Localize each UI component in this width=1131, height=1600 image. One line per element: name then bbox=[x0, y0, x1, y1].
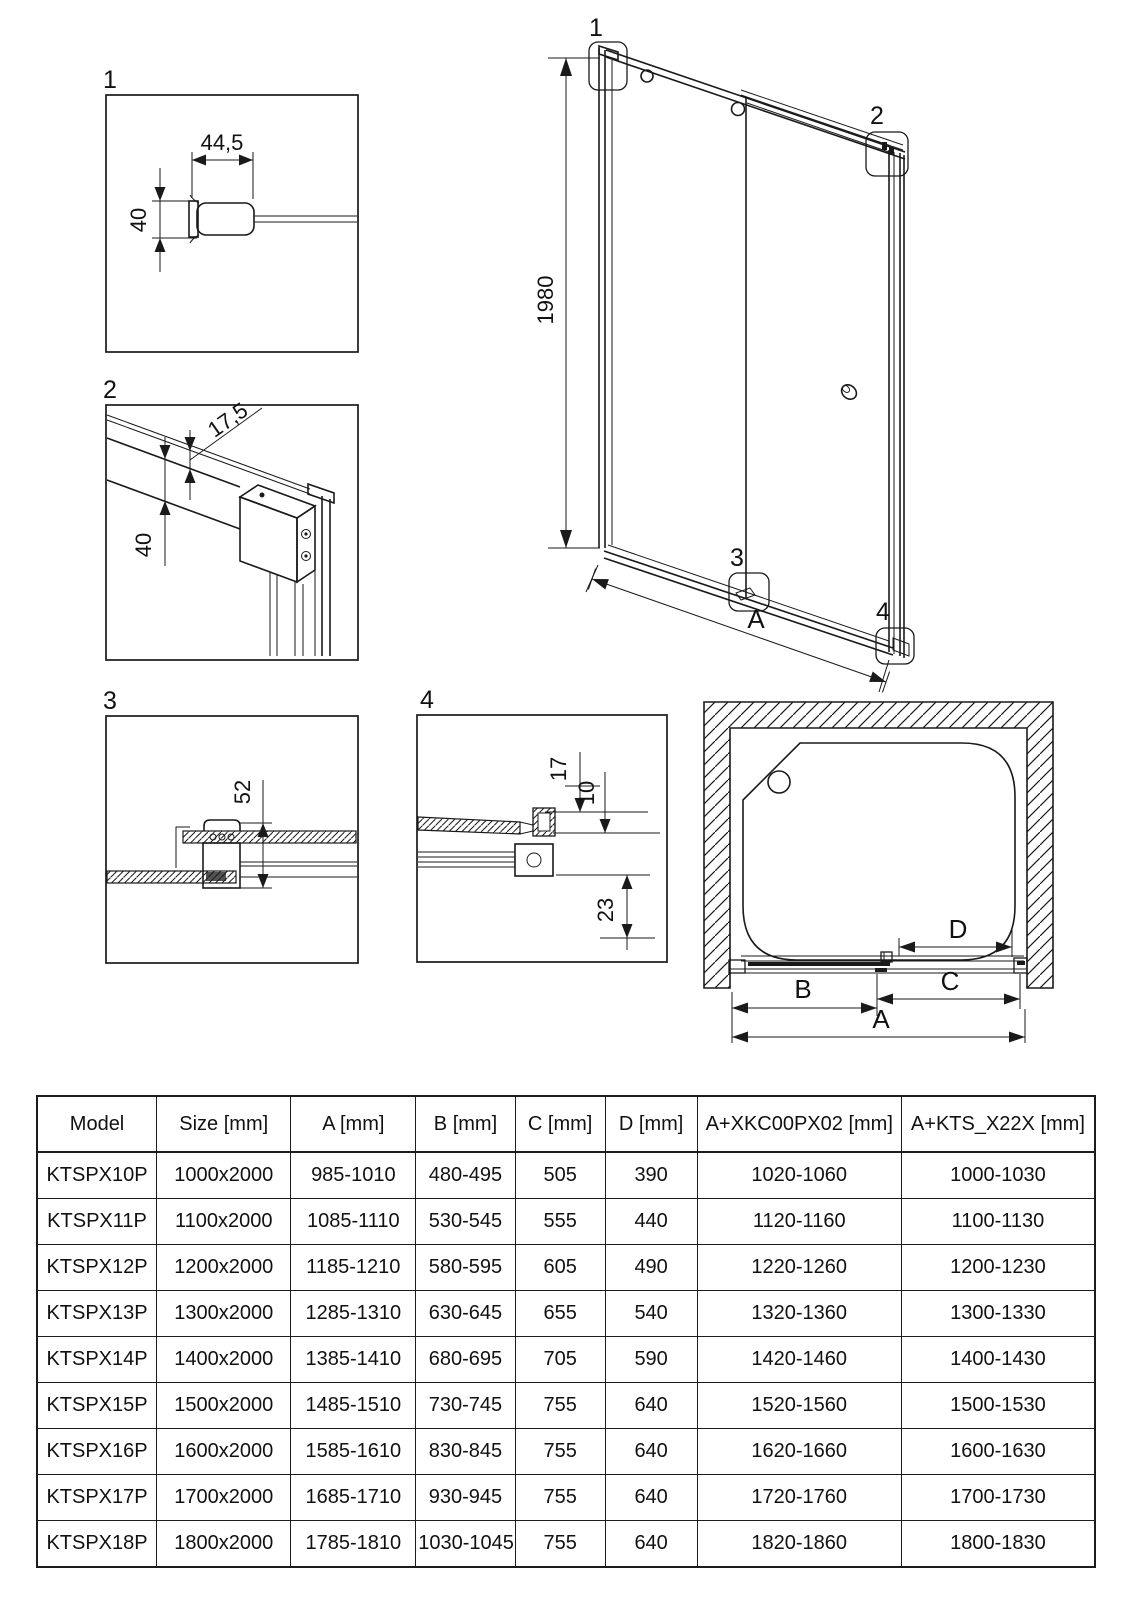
detail-2-dim-height: 40 bbox=[131, 532, 156, 558]
table-cell: 1285-1310 bbox=[291, 1291, 416, 1337]
table-cell: 1320-1360 bbox=[697, 1291, 901, 1337]
detail-3-drawing bbox=[103, 687, 358, 963]
table-cell: 1400-1430 bbox=[901, 1337, 1095, 1383]
table-cell: 755 bbox=[515, 1383, 605, 1429]
detail-1-drawing bbox=[103, 66, 358, 352]
table-cell: 590 bbox=[605, 1337, 697, 1383]
column-header: Size [mm] bbox=[157, 1096, 291, 1152]
table-cell: 1300x2000 bbox=[157, 1291, 291, 1337]
table-cell: 1485-1510 bbox=[291, 1383, 416, 1429]
table-cell: 530-545 bbox=[416, 1199, 515, 1245]
table-cell: 580-595 bbox=[416, 1245, 515, 1291]
table-cell: 1585-1610 bbox=[291, 1429, 416, 1475]
table-cell: KTSPX17P bbox=[37, 1475, 157, 1521]
table-cell: 1100x2000 bbox=[157, 1199, 291, 1245]
table-cell: 1120-1160 bbox=[697, 1199, 901, 1245]
table-cell: 1720-1760 bbox=[697, 1475, 901, 1521]
elevation-callout-1-label: 1 bbox=[589, 14, 603, 42]
elevation-callout-4-label: 4 bbox=[876, 598, 890, 626]
table-cell: 1600-1630 bbox=[901, 1429, 1095, 1475]
spec-table bbox=[36, 1095, 1096, 1568]
table-cell: 680-695 bbox=[416, 1337, 515, 1383]
table-cell: 1020-1060 bbox=[697, 1152, 901, 1199]
column-header: D [mm] bbox=[605, 1096, 697, 1152]
elevation-dim-width: A bbox=[747, 604, 765, 634]
table-row bbox=[37, 1475, 1095, 1521]
table-cell: 755 bbox=[515, 1521, 605, 1568]
table-cell: 1300-1330 bbox=[901, 1291, 1095, 1337]
table-cell: 1785-1810 bbox=[291, 1521, 416, 1568]
detail-1-label: 1 bbox=[103, 66, 117, 94]
table-cell: 505 bbox=[515, 1152, 605, 1199]
table-cell: KTSPX13P bbox=[37, 1291, 157, 1337]
table-cell: 555 bbox=[515, 1199, 605, 1245]
column-header: C [mm] bbox=[515, 1096, 605, 1152]
table-cell: KTSPX10P bbox=[37, 1152, 157, 1199]
elevation-callout-2-label: 2 bbox=[870, 102, 884, 130]
detail-4-label: 4 bbox=[420, 686, 434, 714]
plan-dim-b: B bbox=[794, 974, 812, 1004]
table-cell: 1200x2000 bbox=[157, 1245, 291, 1291]
column-header: A [mm] bbox=[291, 1096, 416, 1152]
table-cell: 480-495 bbox=[416, 1152, 515, 1199]
detail-4-dim-top: 17 bbox=[546, 756, 571, 782]
table-cell: KTSPX18P bbox=[37, 1521, 157, 1568]
detail-4-drawing bbox=[417, 686, 667, 962]
table-row bbox=[37, 1429, 1095, 1475]
column-header: Model bbox=[37, 1096, 157, 1152]
table-cell: 630-645 bbox=[416, 1291, 515, 1337]
column-header: A+KTS_X22X [mm] bbox=[901, 1096, 1095, 1152]
table-cell: 390 bbox=[605, 1152, 697, 1199]
table-cell: 1400x2000 bbox=[157, 1337, 291, 1383]
table-cell: KTSPX16P bbox=[37, 1429, 157, 1475]
table-cell: 640 bbox=[605, 1521, 697, 1568]
table-cell: KTSPX15P bbox=[37, 1383, 157, 1429]
detail-3-dim-height: 52 bbox=[230, 779, 255, 805]
elevation-callout-3-label: 3 bbox=[730, 544, 744, 572]
table-cell: 640 bbox=[605, 1383, 697, 1429]
table-cell: 655 bbox=[515, 1291, 605, 1337]
plan-dim-a: A bbox=[872, 1004, 890, 1034]
elevation-dim-height: 1980 bbox=[533, 275, 558, 325]
table-cell: 1620-1660 bbox=[697, 1429, 901, 1475]
table-cell: 1685-1710 bbox=[291, 1475, 416, 1521]
table-cell: 1500x2000 bbox=[157, 1383, 291, 1429]
table-cell: 1200-1230 bbox=[901, 1245, 1095, 1291]
detail-2-dim-offset: 17,5 bbox=[202, 397, 253, 443]
table-cell: 1000x2000 bbox=[157, 1152, 291, 1199]
column-header: B [mm] bbox=[416, 1096, 515, 1152]
table-cell: 1085-1110 bbox=[291, 1199, 416, 1245]
table-cell: 755 bbox=[515, 1429, 605, 1475]
table-cell: 1100-1130 bbox=[901, 1199, 1095, 1245]
table-row bbox=[37, 1337, 1095, 1383]
table-cell: 1185-1210 bbox=[291, 1245, 416, 1291]
table-cell: 705 bbox=[515, 1337, 605, 1383]
spec-table-head-row bbox=[37, 1096, 1095, 1152]
table-cell: 440 bbox=[605, 1199, 697, 1245]
table-cell: 1000-1030 bbox=[901, 1152, 1095, 1199]
table-cell: 730-745 bbox=[416, 1383, 515, 1429]
table-cell: 1820-1860 bbox=[697, 1521, 901, 1568]
plan-view-drawing bbox=[704, 702, 1053, 1043]
table-cell: 490 bbox=[605, 1245, 697, 1291]
detail-4-dim-mid: 10 bbox=[574, 780, 599, 806]
table-row bbox=[37, 1199, 1095, 1245]
table-cell: 640 bbox=[605, 1475, 697, 1521]
table-cell: 1700x2000 bbox=[157, 1475, 291, 1521]
detail-2-label: 2 bbox=[103, 376, 117, 404]
table-cell: 1220-1260 bbox=[697, 1245, 901, 1291]
table-row bbox=[37, 1245, 1095, 1291]
table-cell: KTSPX11P bbox=[37, 1199, 157, 1245]
spec-table-body bbox=[37, 1152, 1095, 1567]
detail-1-dim-width: 44,5 bbox=[200, 130, 244, 155]
detail-1-dim-height: 40 bbox=[126, 207, 151, 233]
table-cell: 605 bbox=[515, 1245, 605, 1291]
column-header: A+XKC00PX02 [mm] bbox=[697, 1096, 901, 1152]
detail-4-dim-bottom: 23 bbox=[593, 897, 618, 923]
detail-2-drawing bbox=[103, 376, 358, 660]
table-cell: 930-945 bbox=[416, 1475, 515, 1521]
table-cell: 1600x2000 bbox=[157, 1429, 291, 1475]
table-cell: KTSPX14P bbox=[37, 1337, 157, 1383]
table-cell: 755 bbox=[515, 1475, 605, 1521]
plan-dim-d: D bbox=[948, 914, 968, 944]
table-cell: 985-1010 bbox=[291, 1152, 416, 1199]
table-cell: 1500-1530 bbox=[901, 1383, 1095, 1429]
table-row bbox=[37, 1383, 1095, 1429]
table-cell: 1800-1830 bbox=[901, 1521, 1095, 1568]
table-row bbox=[37, 1521, 1095, 1568]
table-cell: 1030-1045 bbox=[416, 1521, 515, 1568]
elevation-drawing bbox=[533, 14, 914, 692]
table-row bbox=[37, 1152, 1095, 1199]
table-cell: 1385-1410 bbox=[291, 1337, 416, 1383]
table-cell: 1800x2000 bbox=[157, 1521, 291, 1568]
table-cell: 1700-1730 bbox=[901, 1475, 1095, 1521]
table-cell: 640 bbox=[605, 1429, 697, 1475]
table-cell: 540 bbox=[605, 1291, 697, 1337]
plan-dim-c: C bbox=[940, 966, 960, 996]
table-row bbox=[37, 1291, 1095, 1337]
table-cell: KTSPX12P bbox=[37, 1245, 157, 1291]
table-cell: 1520-1560 bbox=[697, 1383, 901, 1429]
table-cell: 1420-1460 bbox=[697, 1337, 901, 1383]
detail-3-label: 3 bbox=[103, 687, 117, 715]
table-cell: 830-845 bbox=[416, 1429, 515, 1475]
